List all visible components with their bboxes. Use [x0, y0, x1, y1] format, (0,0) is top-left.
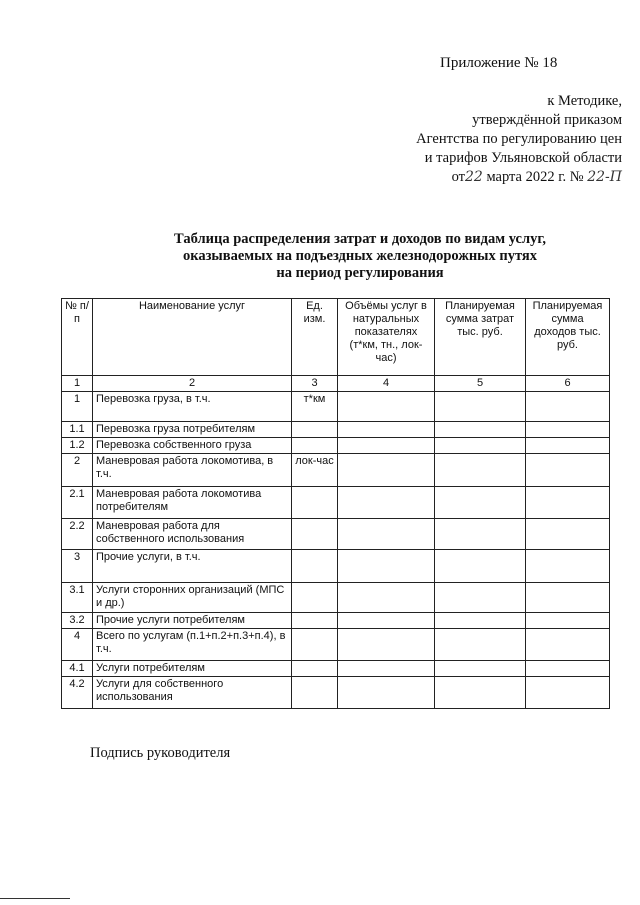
column-number: 5 — [435, 376, 526, 392]
row-number: 3 — [62, 550, 93, 583]
title-line: на период регулирования — [276, 265, 444, 281]
table-row — [62, 661, 610, 677]
income-cell — [526, 613, 610, 629]
unit-cell: лок-час — [292, 454, 338, 487]
head-signature-label: Подпись руководителя — [90, 745, 231, 761]
title-line: Таблица распределения затрат и доходов по видам услуг, — [174, 231, 546, 247]
service-name: Маневровая работа для собственного использования — [93, 519, 292, 550]
volume-cell — [338, 550, 435, 583]
row-number: 4.2 — [62, 677, 93, 709]
cost-cell — [435, 438, 526, 454]
row-number: 4 — [62, 629, 93, 661]
row-number: 2.2 — [62, 519, 93, 550]
service-name: Маневровая работа локомотива, в т.ч. — [93, 454, 292, 487]
appendix-number: Приложение № 18 — [440, 55, 558, 71]
cost-cell — [435, 550, 526, 583]
row-number: 1.1 — [62, 422, 93, 438]
income-cell — [526, 392, 610, 422]
table-row — [62, 677, 610, 709]
income-cell — [526, 454, 610, 487]
service-name: Прочие услуги, в т.ч. — [93, 550, 292, 583]
row-number: 3.1 — [62, 583, 93, 613]
document-title — [110, 231, 610, 282]
table-row — [62, 629, 610, 661]
table-row — [62, 392, 610, 422]
income-cell — [526, 677, 610, 709]
approval-line: и тарифов Ульяновской области — [424, 150, 622, 166]
row-number: 1.2 — [62, 438, 93, 454]
service-name: Перевозка груза, в т.ч. — [93, 392, 292, 422]
column-number: 6 — [526, 376, 610, 392]
column-number: 1 — [62, 376, 93, 392]
income-cell — [526, 422, 610, 438]
cost-cell — [435, 613, 526, 629]
cost-cell — [435, 677, 526, 709]
row-number: 1 — [62, 392, 93, 422]
service-name: Перевозка собственного груза — [93, 438, 292, 454]
service-name: Маневровая работа локомотива потребителям — [93, 487, 292, 519]
cost-cell — [435, 583, 526, 613]
unit-cell — [292, 583, 338, 613]
unit-cell — [292, 487, 338, 519]
unit-cell — [292, 661, 338, 677]
column-header: Планируемая сумма доходов тыс. руб. — [526, 299, 610, 376]
row-number: 3.2 — [62, 613, 93, 629]
income-cell — [526, 487, 610, 519]
approval-line: утверждённой приказом — [472, 112, 622, 128]
income-cell — [526, 583, 610, 613]
table-row — [62, 454, 610, 487]
handwritten-order-number: 22-П — [587, 169, 622, 185]
approval-date-line — [360, 168, 622, 187]
column-header: Объёмы услуг в натуральных показателях (т*км, тн., лок-час) — [338, 299, 435, 376]
volume-cell — [338, 519, 435, 550]
volume-cell — [338, 487, 435, 519]
unit-cell — [292, 422, 338, 438]
cost-cell — [435, 519, 526, 550]
volume-cell — [338, 677, 435, 709]
unit-cell — [292, 629, 338, 661]
table-row — [62, 550, 610, 583]
cost-cell — [435, 629, 526, 661]
table-row — [62, 583, 610, 613]
cost-cell — [435, 454, 526, 487]
table-row — [62, 519, 610, 550]
date-rest: марта 2022 г. № — [486, 169, 584, 185]
handwritten-day: 22 — [464, 169, 483, 185]
services-table — [61, 298, 610, 709]
volume-cell — [338, 422, 435, 438]
income-cell — [526, 661, 610, 677]
cost-cell — [435, 487, 526, 519]
service-name: Услуги потребителям — [93, 661, 292, 677]
column-header: № п/п — [62, 299, 93, 376]
table-header-row — [62, 299, 610, 376]
approval-line: Агентства по регулированию цен — [416, 131, 622, 147]
income-cell — [526, 629, 610, 661]
column-header: Планируемая сумма затрат тыс. руб. — [435, 299, 526, 376]
column-header: Ед. изм. — [292, 299, 338, 376]
column-number-row — [62, 376, 610, 392]
volume-cell — [338, 392, 435, 422]
volume-cell — [338, 613, 435, 629]
date-prefix: от — [451, 169, 465, 185]
column-number: 3 — [292, 376, 338, 392]
volume-cell — [338, 438, 435, 454]
unit-cell — [292, 677, 338, 709]
income-cell — [526, 550, 610, 583]
row-number: 2 — [62, 454, 93, 487]
cost-cell — [435, 422, 526, 438]
cost-cell — [435, 661, 526, 677]
unit-cell — [292, 613, 338, 629]
income-cell — [526, 519, 610, 550]
unit-cell — [292, 519, 338, 550]
column-number: 2 — [93, 376, 292, 392]
service-name: Перевозка груза потребителям — [93, 422, 292, 438]
approval-block — [360, 92, 622, 187]
table-row — [62, 613, 610, 629]
row-number: 4.1 — [62, 661, 93, 677]
title-line: оказываемых на подъездных железнодорожных путях — [182, 248, 538, 264]
volume-cell — [338, 583, 435, 613]
unit-cell — [292, 438, 338, 454]
volume-cell — [338, 454, 435, 487]
service-name: Прочие услуги потребителям — [93, 613, 292, 629]
volume-cell — [338, 661, 435, 677]
service-name: Всего по услугам (п.1+п.2+п.3+п.4), в т.ч. — [93, 629, 292, 661]
approval-line: к Методике, — [547, 93, 622, 109]
column-header: Наименование услуг — [93, 299, 292, 376]
unit-cell — [292, 550, 338, 583]
table-row — [62, 438, 610, 454]
volume-cell — [338, 629, 435, 661]
table-row — [62, 422, 610, 438]
cost-cell — [435, 392, 526, 422]
income-cell — [526, 438, 610, 454]
row-number: 2.1 — [62, 487, 93, 519]
unit-cell: т*км — [292, 392, 338, 422]
column-number: 4 — [338, 376, 435, 392]
service-name: Услуги для собственного использования — [93, 677, 292, 709]
service-name: Услуги сторонних организаций (МПС и др.) — [93, 583, 292, 613]
footnote-divider — [0, 898, 70, 899]
table-row — [62, 487, 610, 519]
